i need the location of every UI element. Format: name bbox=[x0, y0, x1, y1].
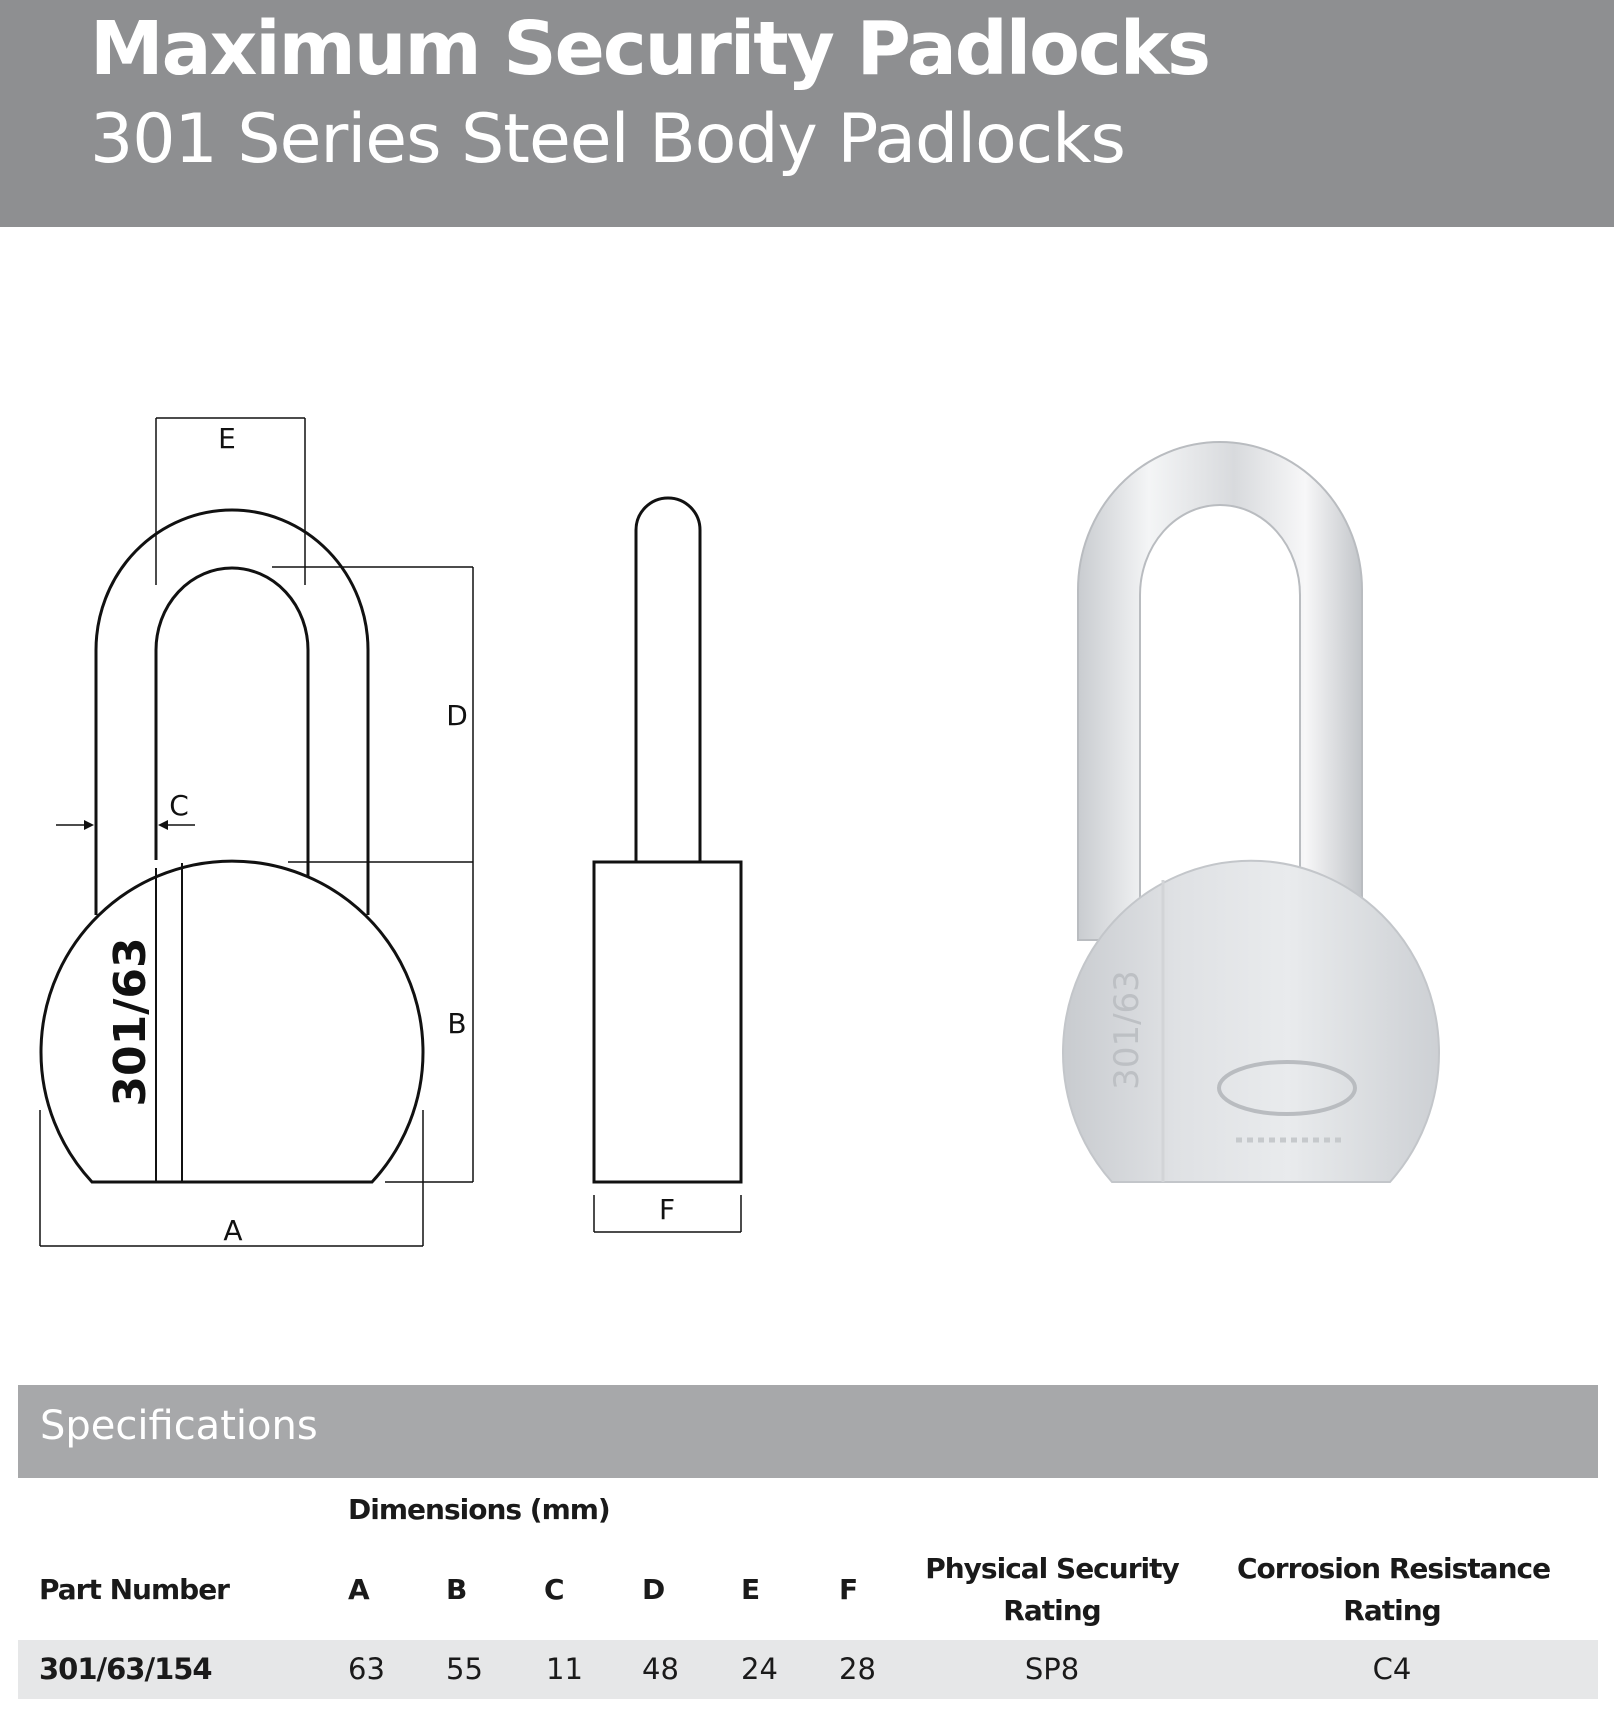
column-header-physical-line1: Physical Security bbox=[925, 1552, 1179, 1585]
cell-f: 28 bbox=[839, 1652, 876, 1686]
column-header-a: A bbox=[348, 1573, 369, 1606]
column-header-corrosion-line1: Corrosion Resistance bbox=[1237, 1552, 1551, 1585]
column-header-corrosion-line2: Rating bbox=[1343, 1594, 1441, 1627]
shackle-outer-outline bbox=[96, 510, 368, 915]
dimension-label-a: A bbox=[223, 1214, 243, 1247]
dimensions-group-header: Dimensions (mm) bbox=[348, 1493, 610, 1526]
dimension-label-f: F bbox=[658, 1193, 676, 1226]
column-header-d: D bbox=[642, 1573, 665, 1606]
padlock-product-photo bbox=[1000, 430, 1460, 1210]
dimension-label-c: C bbox=[169, 789, 189, 822]
page-title: Maximum Security Padlocks bbox=[90, 6, 1210, 92]
column-header-b: B bbox=[446, 1573, 467, 1606]
cell-e: 24 bbox=[741, 1652, 778, 1686]
cell-d: 48 bbox=[642, 1652, 679, 1686]
cell-b: 55 bbox=[446, 1652, 483, 1686]
header-banner bbox=[0, 0, 1614, 227]
dimension-label-e: E bbox=[218, 422, 236, 455]
column-header-physical-line2: Rating bbox=[1003, 1594, 1101, 1627]
column-header-c: C bbox=[544, 1573, 564, 1606]
column-header-e: E bbox=[741, 1573, 760, 1606]
cell-c: 11 bbox=[546, 1652, 583, 1686]
side-body-outline bbox=[594, 862, 741, 1182]
photo-engraving: 301/63 bbox=[1107, 970, 1147, 1090]
dimension-label-b: B bbox=[447, 1007, 467, 1040]
cell-part-number: 301/63/154 bbox=[39, 1652, 212, 1686]
specifications-title: Specifications bbox=[40, 1403, 318, 1449]
cell-a: 63 bbox=[348, 1652, 385, 1686]
page-subtitle: 301 Series Steel Body Padlocks bbox=[90, 100, 1125, 179]
column-header-physical-security bbox=[920, 1548, 1184, 1632]
drawing-engraving: 301/63 bbox=[105, 937, 156, 1107]
side-shackle-outline bbox=[636, 498, 700, 862]
specifications-header-bar bbox=[18, 1385, 1598, 1478]
padlock-body-outline bbox=[41, 861, 423, 1182]
dimension-label-d: D bbox=[446, 699, 468, 732]
column-header-f: F bbox=[839, 1573, 858, 1606]
cell-corrosion-resistance: C4 bbox=[1372, 1652, 1412, 1686]
cell-physical-security: SP8 bbox=[1024, 1652, 1080, 1686]
padlock-technical-drawing bbox=[0, 400, 780, 1260]
column-header-part-number: Part Number bbox=[39, 1573, 229, 1606]
shackle-inner-outline bbox=[156, 568, 308, 878]
column-header-corrosion-resistance bbox=[1237, 1548, 1551, 1632]
